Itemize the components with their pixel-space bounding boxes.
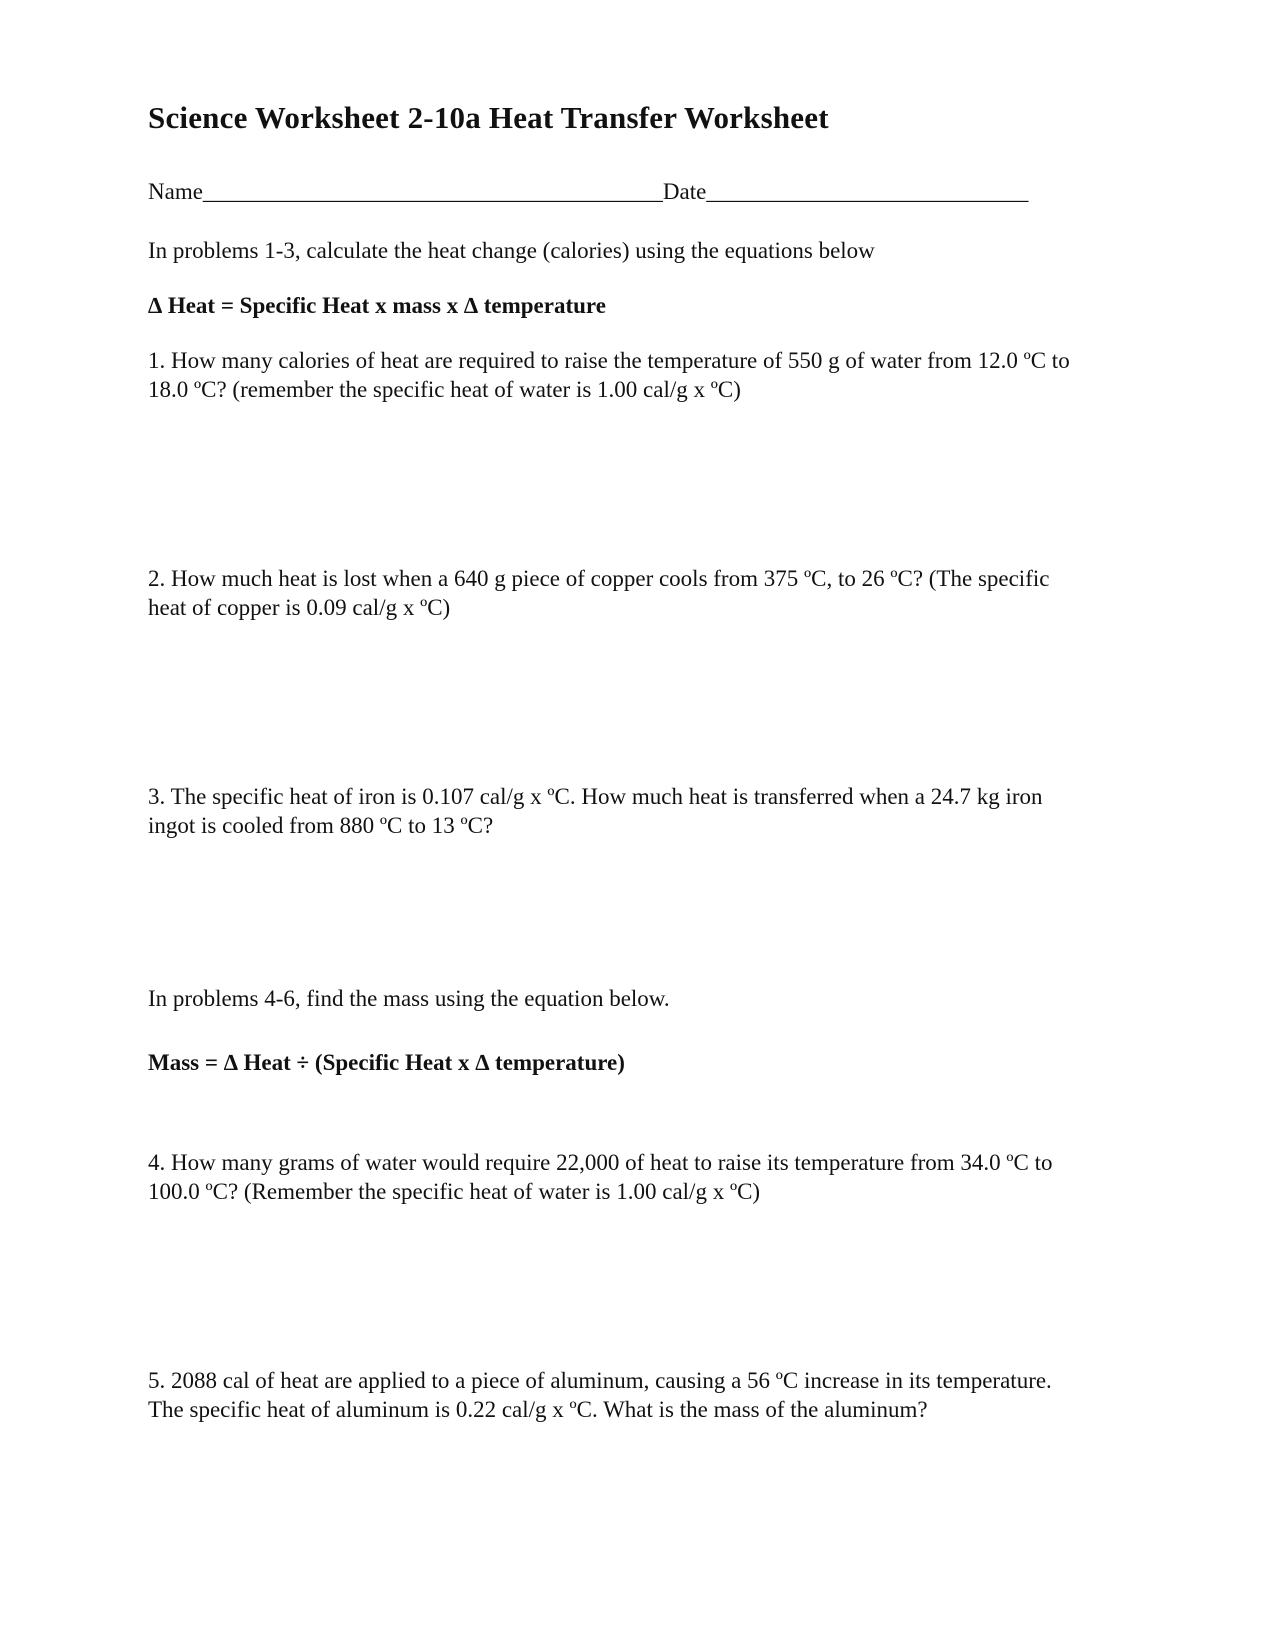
question-5-line-1: 5. 2088 cal of heat are applied to a piece of aluminum, causing a 56 ºC increase in its temperature.	[148, 1368, 1052, 1393]
question-2-line-1: 2. How much heat is lost when a 640 g piece of copper cools from 375 ºC, to 26 ºC? (The specific	[148, 566, 1050, 591]
instructions-4-6: In problems 4-6, find the mass using the equation below.	[148, 986, 670, 1011]
question-2-line-2: heat of copper is 0.09 cal/g x ºC)	[148, 595, 451, 620]
question-3-line-2: ingot is cooled from 880 ºC to 13 ºC?	[148, 813, 494, 838]
question-1-line-1: 1. How many calories of heat are required to raise the temperature of 550 g of water from 12.0 ºC to	[148, 348, 1070, 373]
question-4-line-1: 4. How many grams of water would require 22,000 of heat to raise its temperature from 34.0 ºC to	[148, 1150, 1053, 1175]
question-2	[148, 564, 1158, 622]
question-5	[148, 1366, 1158, 1424]
name-date-line: Name________________________________________Date____________________________	[148, 179, 1029, 204]
instructions-1-3: In problems 1-3, calculate the heat change (calories) using the equations below	[148, 238, 875, 263]
question-3-line-1: 3. The specific heat of iron is 0.107 cal/g x ºC. How much heat is transferred when a 24.7 kg iron	[148, 784, 1043, 809]
heat-equation: ∆ Heat = Specific Heat x mass x ∆ temperature	[148, 293, 606, 318]
question-4-line-2: 100.0 ºC? (Remember the specific heat of water is 1.00 cal/g x ºC)	[148, 1179, 761, 1204]
question-3	[148, 782, 1158, 840]
question-1	[148, 346, 1158, 404]
mass-equation: Mass = ∆ Heat ÷ (Specific Heat x ∆ temperature)	[148, 1050, 625, 1075]
question-1-line-2: 18.0 ºC? (remember the specific heat of water is 1.00 cal/g x ºC)	[148, 377, 741, 402]
worksheet-title: Science Worksheet 2-10a Heat Transfer Worksheet	[148, 100, 829, 135]
question-5-line-2: The specific heat of aluminum is 0.22 cal/g x ºC. What is the mass of the aluminum?	[148, 1397, 928, 1422]
question-4	[148, 1148, 1158, 1206]
